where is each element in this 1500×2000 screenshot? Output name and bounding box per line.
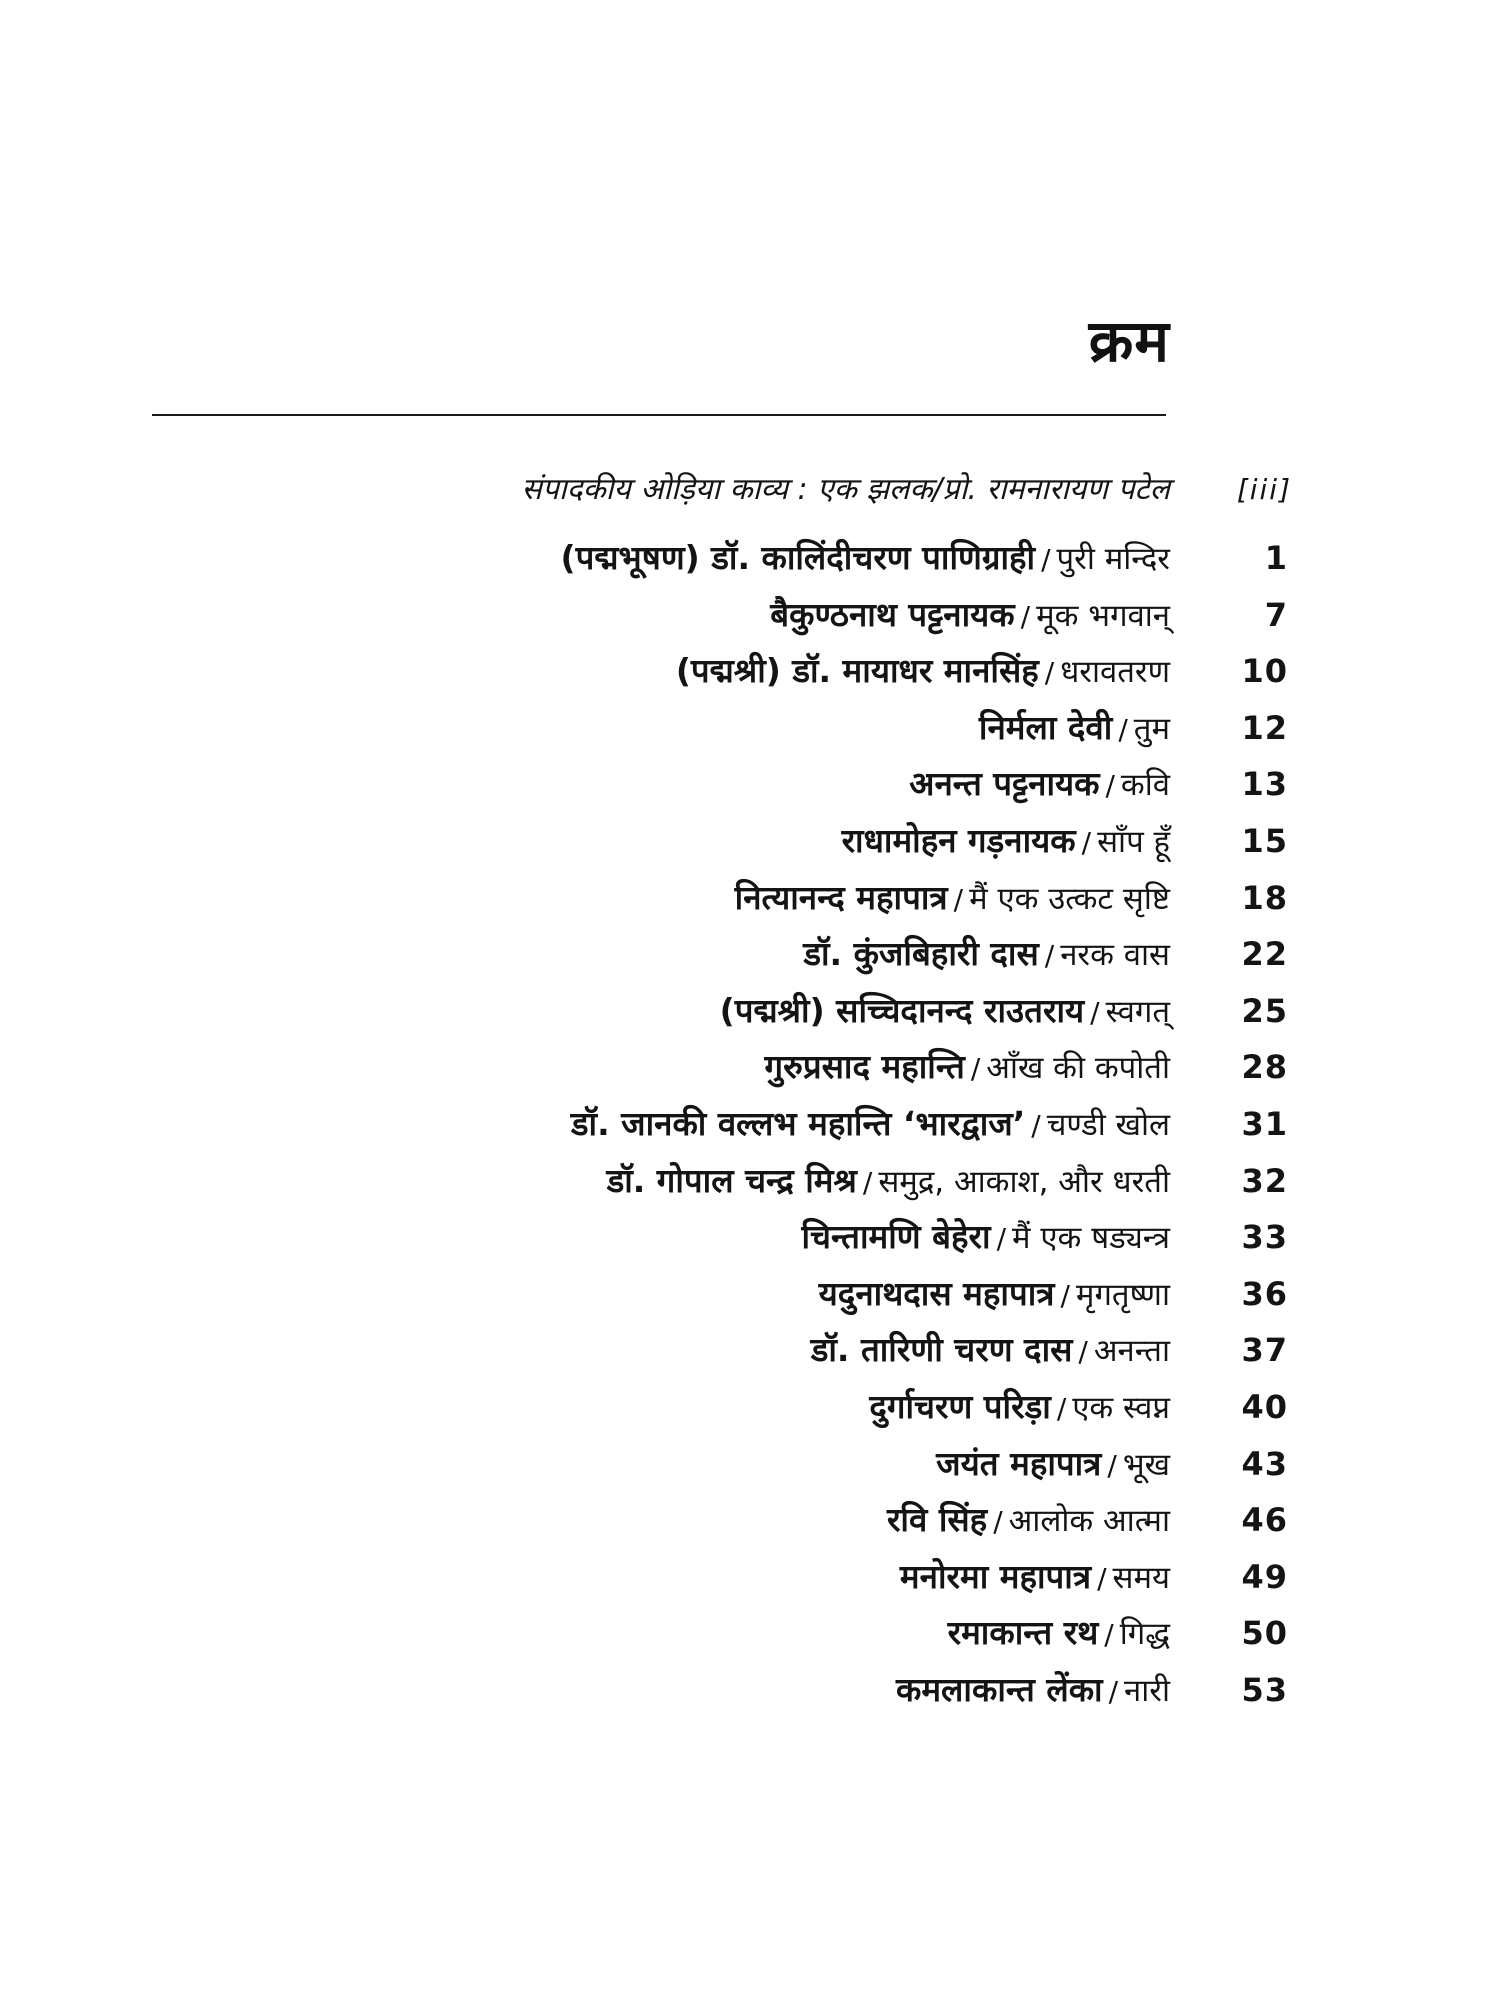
page-number: 33 — [1241, 1218, 1288, 1257]
poem-title: धरावतरण — [1060, 654, 1170, 691]
poem-title: समय — [1112, 1559, 1170, 1596]
poem-title: मूक भगवान् — [1036, 597, 1170, 634]
toc-entry — [0, 1436, 1500, 1493]
entry-text — [936, 1436, 1170, 1493]
separator: / — [1090, 995, 1100, 1029]
poem-title: भूख — [1122, 1446, 1170, 1483]
page-number: 46 — [1241, 1501, 1288, 1540]
toc-entry — [0, 1039, 1500, 1096]
poem-title: साँप हूँ — [1097, 823, 1170, 860]
poet-name: (पद्मश्री) सच्चिदानन्द राउतराय — [719, 990, 1085, 1030]
poet-name: मनोरमा महापात्र — [899, 1556, 1092, 1596]
page-number: 49 — [1241, 1557, 1288, 1596]
page-number: 15 — [1241, 821, 1288, 860]
page-number: 7 — [1264, 595, 1288, 634]
poet-name: जयंत महापात्र — [936, 1443, 1102, 1483]
toc-entry — [0, 1153, 1500, 1210]
page-number: 13 — [1241, 765, 1288, 804]
separator: / — [1118, 712, 1128, 746]
poem-title: आलोक आत्मा — [1008, 1503, 1170, 1540]
page-number: 36 — [1241, 1274, 1288, 1313]
poem-title: आँख की कपोती — [986, 1050, 1170, 1087]
poem-title: एक स्वप्न — [1072, 1389, 1170, 1426]
poet-name: कमलाकान्त लेंका — [895, 1669, 1103, 1709]
poem-title: मैं एक उत्कट सृष्टि — [969, 880, 1170, 917]
poet-name: यदुनाथदास महापात्र — [818, 1273, 1055, 1313]
separator: / — [1020, 599, 1031, 633]
page-number: 32 — [1241, 1161, 1288, 1200]
separator: / — [1060, 1278, 1070, 1312]
page-number: 12 — [1241, 708, 1288, 747]
poem-title: तुम — [1133, 710, 1170, 747]
page-number: 18 — [1241, 878, 1288, 917]
poet-name: डॉ. कुंजबिहारी दास — [803, 934, 1039, 974]
toc-entry — [0, 1605, 1500, 1662]
toc-entry — [0, 1662, 1500, 1719]
poet-name: (पद्मश्री) डॉ. मायाधर मानसिंह — [675, 651, 1039, 691]
toc-entry — [0, 643, 1500, 700]
page-number: 1 — [1264, 539, 1288, 577]
toc-entry — [0, 1492, 1500, 1549]
toc-entry-preface — [0, 460, 1500, 530]
poet-name: डॉ. जानकी वल्लभ महान्ति ‘भारद्वाज’ — [570, 1103, 1026, 1143]
poem-title: अनन्ता — [1093, 1333, 1170, 1370]
preface-title: संपादकीय ओड़िया काव्य : एक झलक/प्रो. रामनारायण पटेल — [521, 472, 1170, 507]
page-number: 22 — [1241, 935, 1288, 974]
poem-title: कवि — [1120, 767, 1170, 804]
poem-title: समुद्र, आकाश, और धरती — [878, 1163, 1170, 1200]
separator: / — [1056, 1391, 1067, 1425]
separator: / — [1041, 543, 1051, 576]
toc-entry — [0, 1096, 1500, 1153]
poet-name: राधामोहन गड़नायक — [841, 820, 1076, 860]
entry-text — [887, 1492, 1170, 1549]
poem-title: चण्डी खोल — [1046, 1106, 1170, 1143]
toc-entry — [0, 870, 1500, 927]
separator: / — [996, 1222, 1006, 1256]
poet-name: दुर्गाचरण परिड़ा — [869, 1386, 1051, 1426]
entry-text — [765, 1039, 1170, 1096]
entry-text — [735, 870, 1170, 927]
entry-text — [607, 1153, 1170, 1210]
page-number: 37 — [1241, 1331, 1288, 1370]
entry-text — [770, 587, 1170, 644]
poet-name: डॉ. तारिणी चरण दास — [810, 1330, 1073, 1370]
entry-text — [909, 756, 1170, 813]
separator: / — [1081, 825, 1092, 859]
page-number: 53 — [1241, 1670, 1288, 1709]
poet-name: रवि सिंह — [886, 1500, 988, 1540]
entry-text — [561, 530, 1170, 587]
poem-title: नरक वास — [1060, 937, 1170, 974]
entry-text — [811, 1322, 1170, 1379]
page-number: 40 — [1241, 1387, 1288, 1426]
entry-text — [948, 1605, 1170, 1662]
poet-name: गुरुप्रसाद महान्ति — [764, 1047, 965, 1087]
toc-entry — [0, 756, 1500, 813]
toc-entry — [0, 1209, 1500, 1266]
poet-name: बैकुण्ठनाथ पट्टनायक — [770, 594, 1015, 634]
page-number: 31 — [1241, 1104, 1288, 1143]
poem-title: स्वगत् — [1105, 993, 1170, 1030]
toc-entry — [0, 1549, 1500, 1606]
entry-text — [802, 1209, 1171, 1266]
entry-text — [900, 1549, 1170, 1606]
separator: / — [993, 1505, 1003, 1539]
separator: / — [1097, 1561, 1107, 1595]
poem-title: पुरी मन्दिर — [1056, 541, 1170, 577]
entry-text — [896, 1662, 1170, 1719]
separator: / — [862, 1165, 873, 1199]
toc-entry — [0, 530, 1500, 587]
toc-entry — [0, 587, 1500, 644]
preface-page-number: [iii] — [1236, 473, 1292, 506]
separator: / — [1031, 1108, 1041, 1142]
toc-entry — [0, 1322, 1500, 1379]
heading-rule — [152, 414, 1166, 416]
contents-heading: क्रम — [1088, 307, 1170, 375]
separator: / — [1105, 769, 1115, 803]
page-number: 50 — [1241, 1614, 1288, 1653]
separator: / — [1104, 1618, 1114, 1652]
poet-name: (पद्मभूषण) डॉ. कालिंदीचरण पाणिग्राही — [560, 538, 1036, 577]
separator: / — [1044, 656, 1055, 690]
separator: / — [1078, 1335, 1088, 1369]
separator: / — [970, 1052, 981, 1086]
separator: / — [1107, 1448, 1117, 1482]
toc-entry — [0, 983, 1500, 1040]
poem-title: नारी — [1124, 1672, 1170, 1709]
entry-text — [819, 1266, 1170, 1323]
poem-title: गिद्ध — [1119, 1616, 1170, 1653]
separator: / — [1044, 939, 1055, 973]
toc-entry — [0, 1379, 1500, 1436]
page-number: 10 — [1241, 652, 1288, 691]
page-number: 43 — [1241, 1444, 1288, 1483]
entry-text — [979, 700, 1170, 757]
toc-entry — [0, 926, 1500, 983]
page-number: 25 — [1241, 991, 1288, 1030]
separator: / — [953, 882, 964, 916]
entry-text — [803, 926, 1170, 983]
entry-text — [869, 1379, 1170, 1436]
poem-title: मृगतृष्णा — [1075, 1276, 1170, 1313]
poet-name: रमाकान्त रथ — [947, 1613, 1099, 1653]
toc-entry — [0, 700, 1500, 757]
entry-text — [676, 643, 1170, 700]
separator: / — [1108, 1674, 1119, 1708]
entry-text — [720, 983, 1170, 1040]
poet-name: चिन्तामणि बेहेरा — [801, 1217, 991, 1257]
poem-title: मैं एक षड्यन्त्र — [1012, 1220, 1170, 1257]
table-of-contents — [0, 460, 1500, 1718]
entry-text — [842, 813, 1170, 870]
page-number: 28 — [1241, 1048, 1288, 1087]
entry-text — [571, 1096, 1170, 1153]
toc-entry — [0, 1266, 1500, 1323]
poet-name: डॉ. गोपाल चन्द्र मिश्र — [606, 1160, 857, 1200]
poet-name: नित्यानन्द महापात्र — [734, 877, 948, 917]
poet-name: निर्मला देवी — [978, 707, 1113, 747]
toc-entry — [0, 813, 1500, 870]
poet-name: अनन्त पट्टनायक — [909, 764, 1100, 804]
